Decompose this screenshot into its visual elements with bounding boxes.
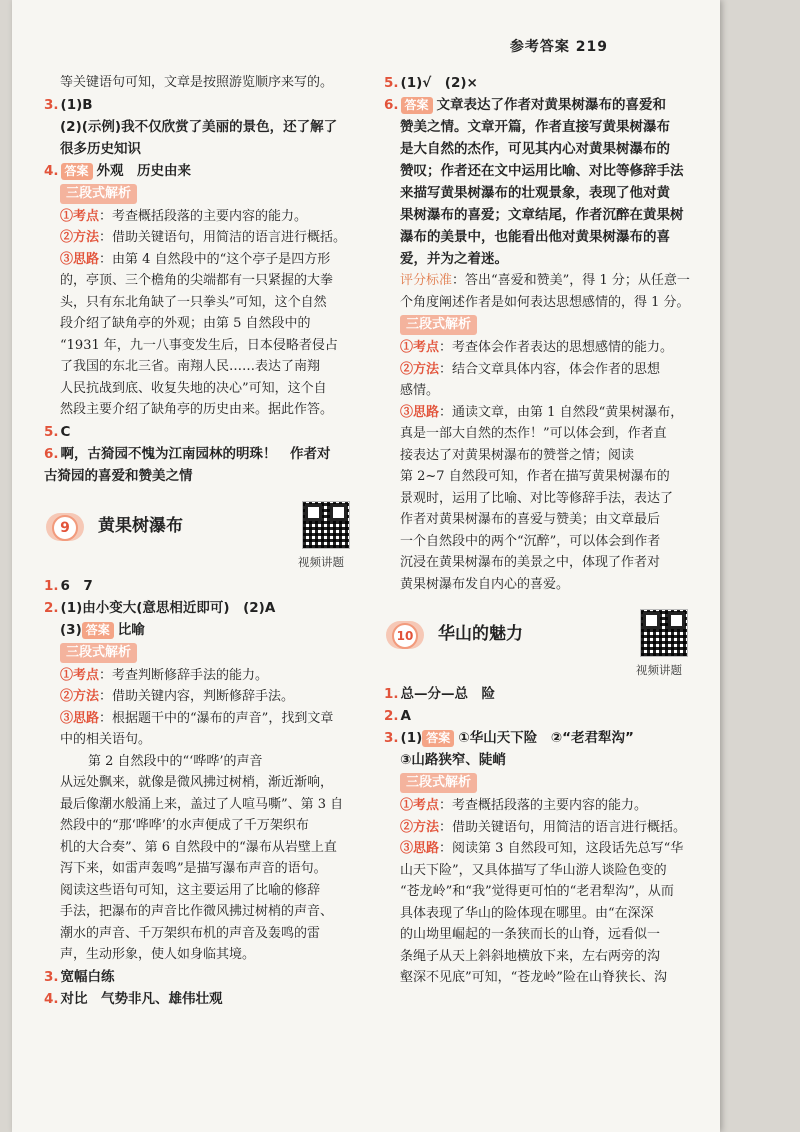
page-header — [510, 36, 608, 56]
analysis-badge: 三段式解析 — [60, 184, 137, 204]
qr-code-icon[interactable] — [640, 609, 688, 657]
analysis-badge: 三段式解析 — [400, 773, 477, 793]
qr-caption: 视频讲题 — [636, 663, 682, 677]
left-q5: 5. C — [44, 423, 71, 440]
s10-q1: 1. 总—分—总 险 — [384, 686, 496, 702]
section-9-header — [44, 501, 366, 569]
section-10-header — [384, 609, 708, 677]
s9-q4: 4. 对比 气势非凡、雄伟壮观 — [44, 990, 223, 1007]
scoring-label: 评分标准 — [400, 273, 453, 288]
left-q3: 3. (1)B (2)(示例)我不仅欣赏了美丽的景色，还了解了 很多历史知识 — [44, 96, 338, 157]
right-column — [384, 72, 708, 989]
left-q6: 6. 啊，古猗园不愧为江南园林的明珠！ 作者对 古猗园的喜爱和赞美之情 — [44, 445, 331, 484]
answer-tag: 答案 — [422, 730, 454, 747]
analysis-badge: 三段式解析 — [60, 643, 137, 663]
left-column — [44, 72, 366, 1010]
s9-q2: 2. (1)由小变大(意思相近即可) (2)A (3) 答案 比喻 三段式解析 ①考点：考查判断修辞手法的能力。 ②方法：借助关键内容，判断修辞手法。 ③思路：根据题干中的“瀑布的声音”，找到文章 中的相关语句。 第 2 自然段中的“‘哗哗’的声音 从远处飘来，就像是微风拂过树梢，渐近渐响， 最后像潮水般涌上来，盖过了人喧马嘶”、第 3 自 然段中的“那‘哗哗’的水声便成了千万架织布 机的大合奏”、第 6 自然段中的“瀑布从岩壁上直 泻下来，如雷声轰鸣”是描写瀑布声音的语句。 阅读这些语句可知，这主要运用了比喻的修辞 手法，把瀑布的声音比作微风拂过树梢的声音、 潮水的声音、千万架织布机的声音及轰鸣的雷 声，生动形象，使人如身临其境。 — [44, 599, 344, 962]
section-number: 10 — [392, 623, 418, 649]
qr-code-icon[interactable] — [302, 501, 350, 549]
right-q6: 6. 答案 文章表达了作者对黄果树瀑布的喜爱和 赞美之情。文章开篇，作者直接写黄果树瀑布 是大自然的杰作，可见其内心对黄果树瀑布的 赞叹；作者还在文中运用比喻、对比等修辞手法 来描写黄果树瀑布的壮观景象，表现了他对黄 果树瀑布的喜爱；文章结尾，作者沉醉在黄果树 瀑布的美景中，也能看出他对黄果树瀑布的喜 爱，并为之着迷。 评分标准：答出“喜爱和赞美”，得 1 分；从任意一 个角度阐述作者是如何表达思想感情的，得 1 分。 三段式解析 ①考点：考查体会作者表达的思想感情的能力。 ②方法：结合文章具体内容，体会作者的思想 感情。 ③思路：通读文章，由第 1 自然段“黄果树瀑布， 真是一部大自然的杰作！”可以体会到，作者直 接表达了对黄果树瀑布的赞誉之情；阅读 第 2~7 自然段可知，作者在描写黄果树瀑布的 景观时，运用了比喻、对比等修辞手法，表达了 作者对黄果树瀑布的喜爱与赞美；由文章最后 一个自然段中的两个“沉醉”，可以体会到作者 沉浸在黄果树瀑布的美景之中，体现了作者对 黄果树瀑布发自内心的喜爱。 — [384, 97, 690, 592]
right-q5: 5. (1)√ (2)× — [384, 75, 478, 91]
s9-q3: 3. 宽幅白练 — [44, 968, 115, 985]
section-title: 华山的魅力 — [438, 624, 523, 644]
section-number: 9 — [52, 515, 78, 541]
analysis-badge: 三段式解析 — [400, 315, 477, 335]
header-label: 参考答案 — [509, 39, 570, 55]
section-title: 黄果树瀑布 — [98, 515, 183, 536]
s10-q3: 3. (1) 答案 ①华山天下险 ②“老君犁沟” ③山路狭窄、陡峭 三段式解析 ①考点：考查概括段落的主要内容的能力。 ②方法：借助关键语句，用简洁的语言进行概括。 ③思路：阅读第 3 自然段可知，这段话先总写“华 山天下险”，又具体描写了华山游人谈险色变的 “苍龙岭”和“我”觉得更可怕的“老君犁沟”，从而 具体表现了华山的险体现在哪里。由“在深深 的山坳里崛起的一条狭而长的山脊，远看似一 条绳子从天上斜斜地横放下来，左右两旁的沟 壑深不见底”可知，“苍龙岭”险在山脊狭长、沟 — [384, 730, 687, 985]
answer-tag: 答案 — [401, 97, 433, 114]
left-q4: 4. 答案 外观 历史由来 三段式解析 ①考点：考查概括段落的主要内容的能力。 ②方法：借助关键语句，用简洁的语言进行概括。 ③思路：由第 4 自然段中的“这个亭子是四方形 的，亭顶、三个檐角的尖端都有一只紧握的大拳 头，只有东北角缺了一只拳头”可知，这个自然 段介绍了缺角亭的外观；由第 5 自然段中的 “1931 年，九一八事变发生后，日本侵略者侵占 了我国的东北三省。南翔人民……表达了南翔 人民抗战到底、收复失地的决心”可知，这个自 然段主要介绍了缺角亭的历史由来。据此作答。 — [44, 162, 347, 417]
qr-caption: 视频讲题 — [298, 554, 344, 569]
intro-text: 等关键语句可知，文章是按照游览顺序来写的。 — [60, 75, 334, 90]
s10-q2: 2. A — [384, 708, 411, 724]
page-number: 219 — [575, 39, 608, 55]
page — [12, 0, 720, 1132]
answer-tag: 答案 — [82, 622, 114, 639]
answer-tag: 答案 — [61, 163, 93, 180]
s9-q1: 1. 6 7 — [44, 577, 93, 594]
